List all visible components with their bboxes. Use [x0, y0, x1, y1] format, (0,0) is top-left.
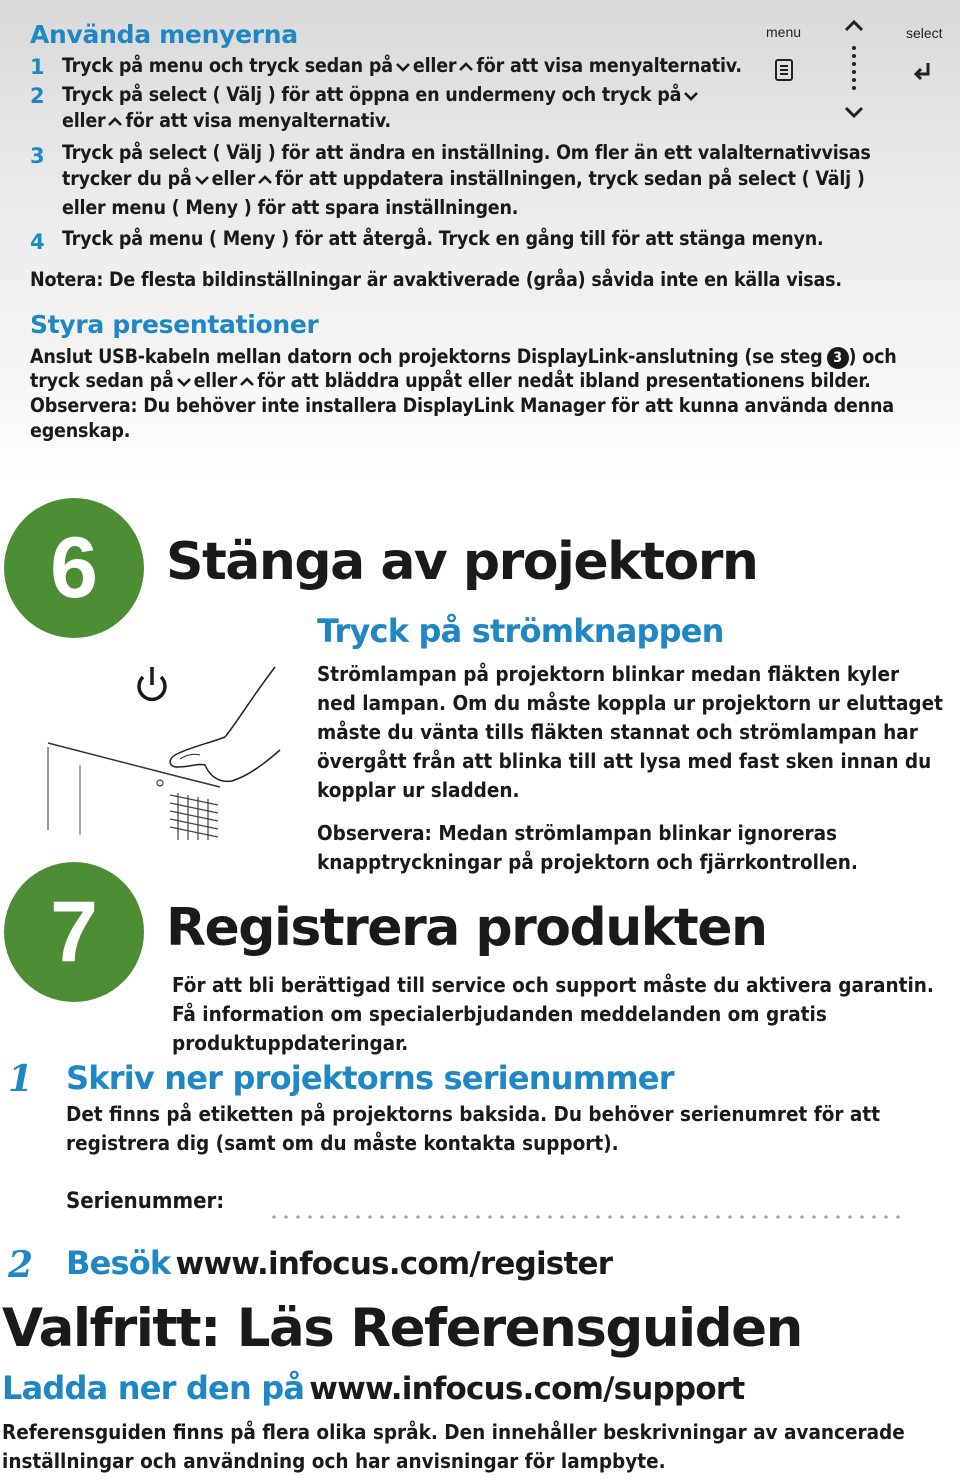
step-7-circle: 7 — [4, 862, 144, 1002]
chevron-up-icon — [108, 115, 122, 129]
chevron-down-icon — [684, 89, 698, 103]
section-6-paragraph-1: Strömlampan på projektorn blinkar medan fläkten kyler ned lampan. Om du måste koppla ur projektorn ur eluttaget måste du vänta tills fläkten stannat och strömlampan har övergått från att blinka till att lysa med fast sken innan du kopplar ur sladden. — [317, 662, 943, 802]
chevron-down-icon — [396, 60, 410, 74]
chevron-up-icon — [240, 375, 254, 389]
presentation-line2: tryck sedan på eller för att bläddra uppåt eller nedåt ibland presentationens bilder. — [30, 369, 871, 392]
section-7-title: Registrera produkten — [166, 898, 767, 958]
serial-number-field[interactable] — [268, 1214, 908, 1220]
chevron-down-icon — [195, 173, 209, 187]
register-step-1-text: Det finns på etiketten på projektorns baksida. Du behöver serienumret för att registrera dig (samt om du måste kontakta support). — [66, 1102, 881, 1155]
step-6-circle: 6 — [4, 498, 144, 638]
download-line — [2, 1369, 744, 1407]
step-3-badge: 3 — [827, 347, 849, 369]
section-6-title: Stänga av projektorn — [166, 532, 758, 592]
menu-step-4-text: Tryck på menu ( Meny ) för att återgå. Tryck en gång till för att stänga menyn. — [62, 227, 824, 250]
menu-step-1-text: Tryck på menu och tryck sedan på eller för att visa menyalternativ. — [62, 54, 742, 77]
presentation-section-title: Styra presentationer — [30, 310, 319, 339]
section-6-subtitle: Tryck på strömknappen — [317, 612, 724, 650]
menu-step-3-line3: eller menu ( Meny ) för att spara inställningen. — [62, 196, 519, 219]
presentation-line1: Anslut USB-kabeln mellan datorn och projektorns DisplayLink-anslutning (se steg 3 ) och — [30, 345, 897, 368]
chevron-down-icon — [177, 375, 191, 389]
register-step-1-number: 1 — [8, 1058, 34, 1100]
menu-step-3-line1: Tryck på select ( Välj ) för att ändra en inställning. Om fler än ett valalternativvisas — [62, 141, 871, 164]
select-key-label: select — [906, 25, 943, 41]
presentation-line4: egenskap. — [30, 419, 131, 442]
section-6-paragraph-2: Observera: Medan strömlampan blinkar ignoreras knapptryckningar på projektorn och fjärrkontrollen. — [317, 821, 858, 874]
menu-step-2-number: 2 — [30, 84, 45, 108]
register-step-1-title: Skriv ner projektorns serienummer — [66, 1059, 674, 1097]
menu-section-title: Använda menyerna — [30, 20, 298, 49]
menu-step-2-line2: eller för att visa menyalternativ. — [62, 109, 391, 132]
optional-title: Valfritt: Läs Referensguiden — [2, 1298, 802, 1359]
register-step-2-number: 2 — [8, 1244, 34, 1286]
download-label: Ladda ner den på — [2, 1369, 305, 1407]
up-down-keys-icon — [844, 18, 864, 122]
chevron-up-icon — [459, 60, 473, 74]
projector-illustration — [40, 655, 290, 840]
presentation-line3: Observera: Du behöver inte installera DisplayLink Manager för att kunna använda denna — [30, 394, 894, 417]
enter-key-icon — [912, 60, 934, 82]
menu-step-3-line2: trycker du på eller för att uppdatera inställningen, tryck sedan på select ( Välj ) — [62, 167, 865, 190]
support-url-link[interactable]: www.infocus.com/support — [309, 1371, 745, 1407]
menu-key-icon — [774, 58, 794, 82]
menu-step-1-number: 1 — [30, 55, 45, 79]
menu-key-label: menu — [766, 24, 802, 40]
menu-step-3-number: 3 — [30, 144, 45, 168]
serial-number-label: Serienummer: — [66, 1189, 225, 1214]
register-url-link[interactable]: www.infocus.com/register — [175, 1246, 613, 1282]
menu-note: Notera: De flesta bildinställningar är avaktiverade (gråa) såvida inte en källa visas. — [30, 268, 842, 291]
optional-text: Referensguiden finns på flera olika språk. Den innehåller beskrivningar av avancerade inställningar och användning och har anvisningar för lampbyte. — [2, 1420, 905, 1473]
section-7-intro: För att bli berättigad till service och support måste du aktivera garantin. Få information om specialerbjudanden meddelanden om gratis produktuppdateringar. — [172, 973, 934, 1055]
menu-step-2-line1: Tryck på select ( Välj ) för att öppna en undermeny och tryck på — [62, 81, 701, 109]
chevron-up-icon — [258, 173, 272, 187]
menu-step-4-number: 4 — [30, 230, 45, 254]
visit-label: Besök — [66, 1244, 171, 1282]
register-step-2-line — [66, 1244, 612, 1282]
